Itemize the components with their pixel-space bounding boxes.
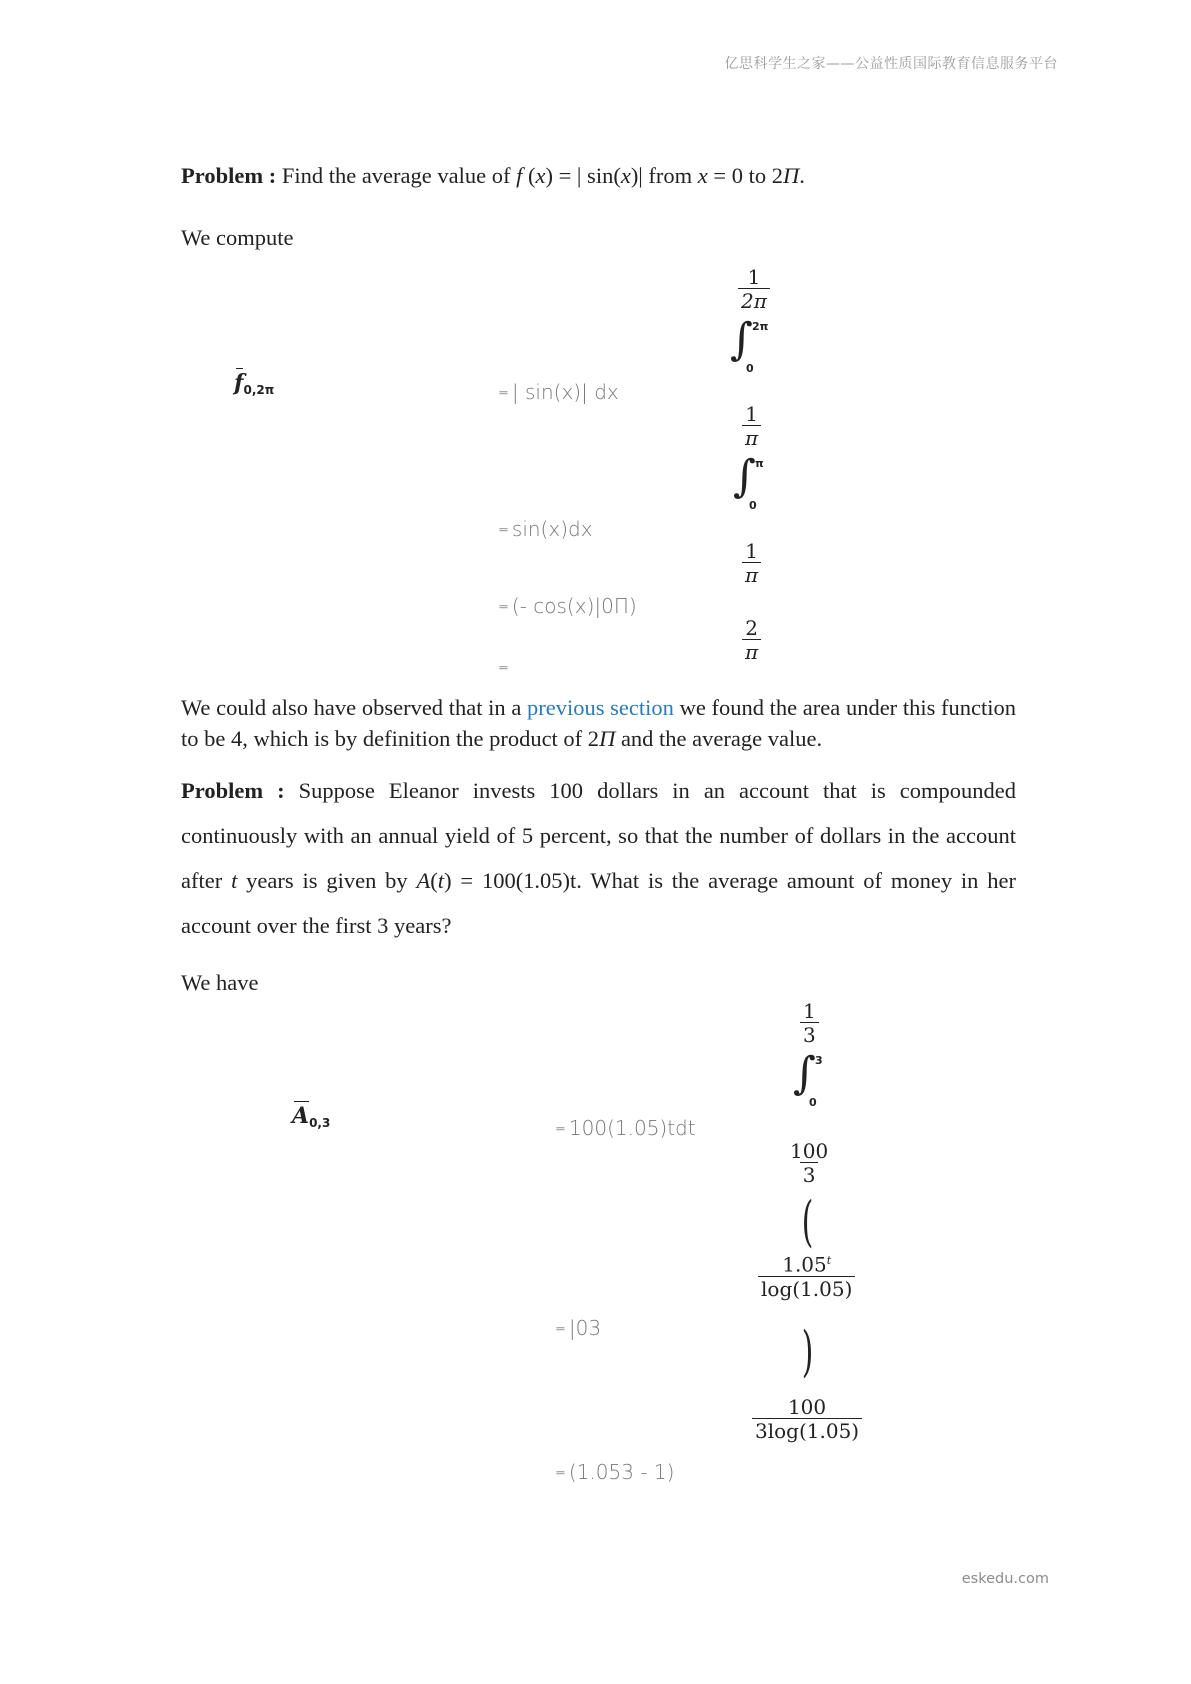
eq2-fraction-1.05t-over-log: $\frac{1.05^t}{\log(1.05)}$ (758, 1250, 855, 1300)
eq1-line-2: = sin(x)dx (498, 517, 593, 541)
f-bar-lhs: $f_{0,2\pi}$ (234, 370, 275, 397)
eq2-line-1: = 100(1.05)tdt (555, 1116, 696, 1140)
eq1-fraction-1-over-pi-a: $\frac{1}{\pi}$ (742, 403, 761, 449)
eq1-integral-2: ∫ π 0 (733, 451, 764, 512)
eq2-integral: ∫ 3 0 (793, 1048, 823, 1109)
left-paren: ( (801, 1190, 814, 1253)
previous-section-link[interactable]: previous section (526, 695, 674, 720)
problem-1-statement: Problem : Find the average value of f (x) = | sin(x)| from x = 0 to 2Π. (181, 163, 805, 188)
eq1-integral-1: ∫ 2π 0 (730, 314, 769, 375)
eq2-line-3: = (1.053 - 1) (555, 1460, 675, 1484)
page-header: 亿思科学生之家——公益性质国际教育信息服务平台 (724, 56, 1058, 72)
problem-2-statement: Problem : Suppose Eleanor invests 100 dollars in an account that is compounded continuously with an annual yield of 5 percent, so that the number of dollars in the account after t years is given by A(t) = 100(1.05)t. What is the average amount of money in her account over the first 3 years? (181, 778, 1017, 938)
eq1-line-4: = (498, 661, 509, 676)
problem-2-label: Problem : (181, 778, 285, 803)
problem-1-label: Problem : (181, 163, 277, 188)
integral-icon: ∫ (793, 1048, 816, 1099)
eq2-fraction-100-over-3: $\frac{100}{3}$ (790, 1139, 829, 1187)
a-bar-lhs: $A_{0,3}$ (292, 1103, 331, 1130)
we-compute-label: We compute (181, 225, 294, 250)
integral-icon: ∫ (733, 451, 756, 502)
eq2-fraction-100-over-3log: $\frac{100}{3\log(1.05)}$ (752, 1396, 862, 1442)
eq1-fraction-1-over-pi-b: $\frac{1}{\pi}$ (742, 540, 761, 586)
eq1-fraction-1-over-2pi: $\frac{1}{2\pi}$ (738, 266, 770, 312)
eq1-line-3: = (- cos(x)|0Π) (498, 594, 637, 618)
eq2-fraction-1-over-3: $\frac{1}{3}$ (800, 1000, 819, 1046)
eq2-line-2: = |03 (555, 1316, 602, 1340)
integral-icon: ∫ (730, 314, 753, 365)
we-have-label: We have (181, 970, 259, 995)
eq1-fraction-2-over-pi: $\frac{2}{\pi}$ (742, 617, 761, 663)
eq1-line-1: = | sin(x)| dx (498, 380, 619, 404)
right-paren: ) (801, 1320, 814, 1383)
observation-paragraph: We could also have observed that in a previous section we found the area under this function to be 4, which is by definition the product of 2Π and the average value. (181, 695, 1017, 751)
page-footer: eskedu.com (961, 1571, 1049, 1587)
